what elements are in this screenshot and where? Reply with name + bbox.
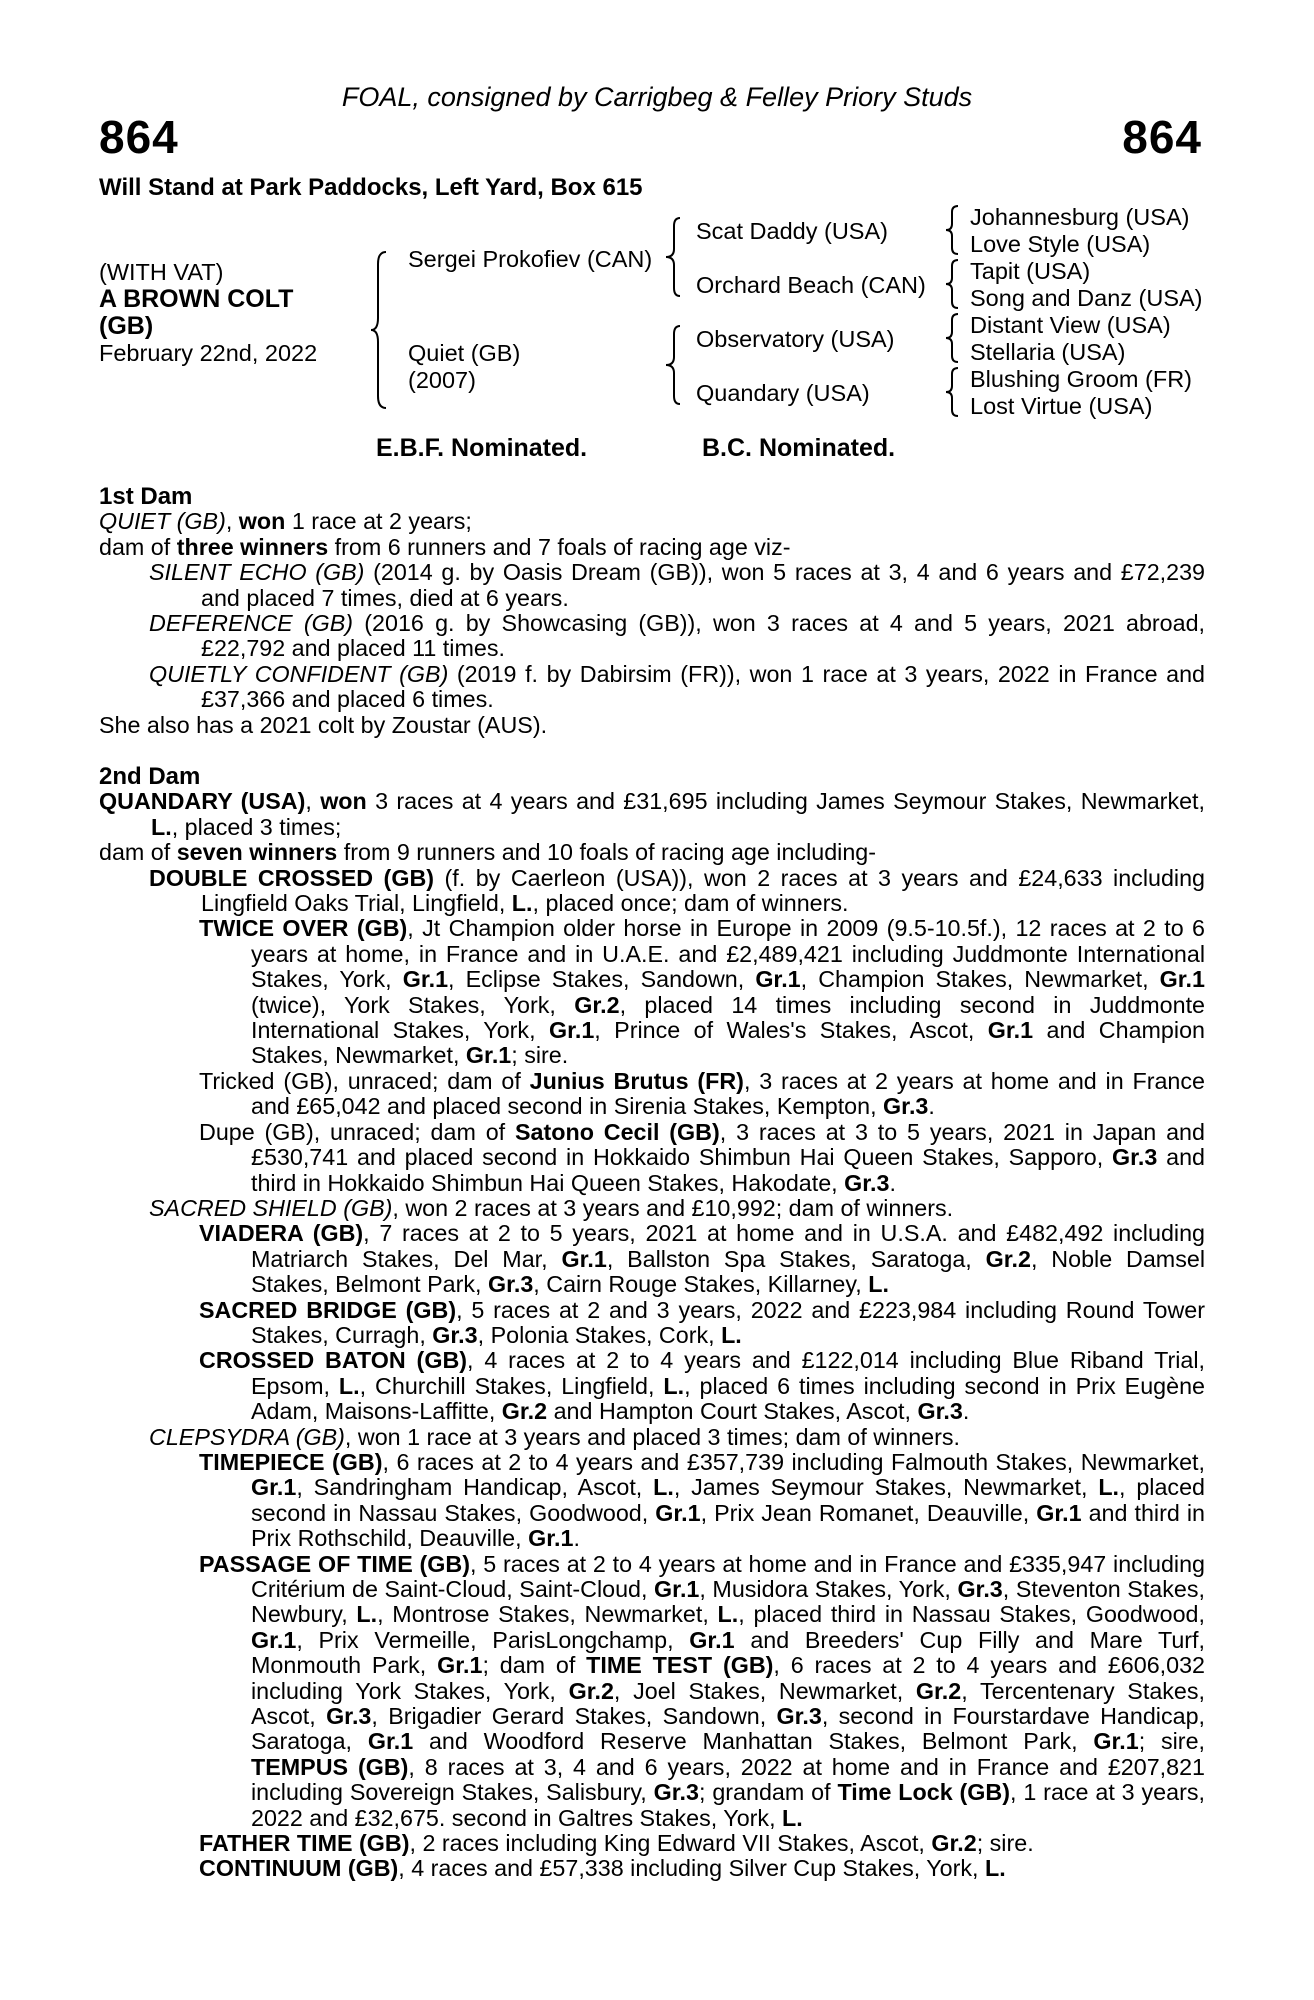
dam-name: Quiet (GB): [408, 340, 521, 366]
produce-entry: VIADERA (GB), 7 races at 2 to 5 years, 2021 at home and in U.S.A. and £482,492 including Matriarch Stakes, Del Mar, Gr.1, Ballston Spa Stakes, Saratoga, Gr.2, Noble Damsel Stakes, Belmont Park, Gr.3, Cairn Rouge Stakes, Killarney, L.: [199, 1220, 1205, 1298]
produce-entry: CONTINUUM (GB), 4 races and £57,338 including Silver Cup Stakes, York, L.: [199, 1855, 1006, 1882]
produce-entry: QUIETLY CONFIDENT (GB) (2019 f. by Dabirsim (FR)), won 1 race at 3 years, 2022 in France and £37,366 and placed 6 times.: [149, 660, 1205, 713]
second-dam-record: QUANDARY (USA), won 3 races at 4 years and £31,695 including James Seymour Stakes, Newmarket, L., placed 3 times;: [99, 788, 1205, 840]
dam-dam: Quandary (USA): [696, 380, 870, 406]
produce-entry: CLEPSYDRA (GB), won 1 race at 3 years and placed 3 times; dam of winners.: [149, 1423, 961, 1450]
ped-dds: Blushing Groom (FR): [970, 366, 1192, 392]
bc-nominated: B.C. Nominated.: [702, 434, 896, 462]
ss-brace: [944, 204, 960, 256]
lot-country: (GB): [99, 312, 154, 340]
produce-entry: TWICE OVER (GB), Jt Champion older horse in Europe in 2009 (9.5-10.5f.), 12 races at 2 to 6 years at home, in France and in U.A.E. and £2,489,421 including Juddmonte International Stakes, York, Gr.1, Eclipse Stakes, Sandown, Gr.1, Champion Stakes, Newmarket, Gr.1 (twice), York Stakes, York, Gr.2, placed 14 times including second in Juddmonte International Stakes, York, Gr.1, Prince of Wales's Stakes, Ascot, Gr.1 and Champion Stakes, Newmarket, Gr.1; sire.: [199, 915, 1205, 1069]
ped-ssd: Love Style (USA): [970, 231, 1151, 257]
foaling-date: February 22nd, 2022: [99, 340, 318, 366]
ped-sdd: Song and Danz (USA): [970, 285, 1203, 311]
first-dam-record: QUIET (GB), won 1 race at 2 years;: [99, 508, 472, 535]
produce-entry: PASSAGE OF TIME (GB), 5 races at 2 to 4 years at home and in France and £335,947 including Critérium de Saint-Cloud, Saint-Cloud, Gr.1, Musidora Stakes, York, Gr.3, Steventon Stakes, Newbury, L., Montrose Stakes, Newmarket, L., placed third in Nassau Stakes, Goodwood, Gr.1, Prix Vermeille, ParisLongchamp, Gr.1 and Breeders' Cup Filly and Mare Turf, Monmouth Park, Gr.1; dam of TIME TEST (GB), 6 races at 2 to 4 years and £606,032 including York Stakes, York, Gr.2, Joel Stakes, Newmarket, Gr.2, Tercentenary Stakes, Ascot, Gr.3, Brigadier Gerard Stakes, Sandown, Gr.3, second in Fourstardave Handicap, Saratoga, Gr.1 and Woodford Reserve Manhattan Stakes, Belmont Park, Gr.1; sire, TEMPUS (GB), 8 races at 3, 4 and 6 years, 2022 at home and in France and £207,821 including Sovereign Stakes, Salisbury, Gr.3; grandam of Time Lock (GB), 1 race at 3 years, 2022 and £32,675. second in Galtres Stakes, York, L.: [199, 1550, 1206, 1831]
vat-note: (WITH VAT): [99, 259, 224, 285]
first-dam-produce: dam of three winners from 6 runners and 7 foals of racing age viz-: [99, 533, 791, 560]
produce-entry: SILENT ECHO (GB) (2014 g. by Oasis Dream (GB)), won 5 races at 3, 4 and 6 years and £72,239 and placed 7 times, died at 6 years.: [149, 559, 1205, 611]
sire-brace: [664, 216, 684, 298]
ped-dss: Distant View (USA): [970, 312, 1171, 338]
produce-entry: Dupe (GB), unraced; dam of Satono Cecil (GB), 3 races at 3 to 5 years, 2021 in Japan and £530,741 and placed second in Hokkaido Shimbun Hai Queen Stakes, Sapporo, Gr.3 and third in Hokkaido Shimbun Hai Queen Stakes, Hakodate, Gr.3.: [199, 1118, 1205, 1196]
ped-sds: Tapit (USA): [970, 258, 1091, 284]
produce-entry: SACRED BRIDGE (GB), 5 races at 2 and 3 years, 2022 and £223,984 including Round Tower Stakes, Curragh, Gr.3, Polonia Stakes, Cork, L.: [199, 1296, 1205, 1348]
dam-brace: [664, 324, 684, 406]
dd-brace: [944, 366, 960, 418]
dam-year: (2007): [408, 367, 476, 393]
ebf-nominated: E.B.F. Nominated.: [376, 434, 588, 462]
standing-location: Will Stand at Park Paddocks, Left Yard, Box 615: [99, 174, 643, 201]
first-dam-section: [99, 484, 1205, 738]
lot-number-left: 864: [99, 111, 179, 163]
ped-sss: Johannesburg (USA): [970, 204, 1190, 230]
produce-entry: DOUBLE CROSSED (GB) (f. by Caerleon (USA)), won 2 races at 3 years and £24,633 including Lingfield Oaks Trial, Lingfield, L., placed once; dam of winners.: [149, 864, 1206, 917]
lot-description: A BROWN COLT: [99, 285, 294, 313]
produce-entry: DEFERENCE (GB) (2016 g. by Showcasing (GB)), won 3 races at 4 and 5 years, 2021 abroad, £22,792 and placed 11 times.: [149, 610, 1205, 662]
ped-ddd: Lost Virtue (USA): [970, 393, 1153, 419]
sd-brace: [944, 258, 960, 310]
produce-entry: CROSSED BATON (GB), 4 races at 2 to 4 years and £122,014 including Blue Riband Trial, Epsom, L., Churchill Stakes, Lingfield, L., placed 6 times including second in Prix Eugène Adam, Maisons-Laffitte, Gr.2 and Hampton Court Stakes, Ascot, Gr.3.: [199, 1347, 1206, 1425]
pedigree-brace: [370, 250, 390, 410]
sire-dam: Orchard Beach (CAN): [696, 272, 926, 298]
ds-brace: [944, 312, 960, 364]
sire-sire: Scat Daddy (USA): [696, 218, 888, 244]
first-dam-heading: 1st Dam: [99, 483, 193, 510]
first-dam-also: She also has a 2021 colt by Zoustar (AUS).: [99, 711, 548, 738]
dam-sire: Observatory (USA): [696, 326, 895, 352]
second-dam-produce: dam of seven winners from 9 runners and 10 foals of racing age including-: [99, 839, 877, 866]
consignment-line: FOAL, consigned by Carrigbeg & Felley Priory Studs: [341, 82, 973, 112]
produce-entry: SACRED SHIELD (GB), won 2 races at 3 years and £10,992; dam of winners.: [149, 1194, 954, 1221]
produce-entry: TIMEPIECE (GB), 6 races at 2 to 4 years and £357,739 including Falmouth Stakes, Newmarket, Gr.1, Sandringham Handicap, Ascot, L., James Seymour Stakes, Newmarket, L., placed second in Nassau Stakes, Goodwood, Gr.1, Prix Jean Romanet, Deauville, Gr.1 and third in Prix Rothschild, Deauville, Gr.1.: [199, 1448, 1205, 1552]
sire-name: Sergei Prokofiev (CAN): [408, 246, 653, 272]
second-dam-heading: 2nd Dam: [99, 763, 201, 790]
lot-number-right: 864: [1122, 111, 1202, 163]
second-dam-section: [99, 764, 1205, 1882]
ped-dsd: Stellaria (USA): [970, 339, 1126, 365]
produce-entry: Tricked (GB), unraced; dam of Junius Brutus (FR), 3 races at 2 years at home and in France and £65,042 and placed second in Sirenia Stakes, Kempton, Gr.3.: [199, 1067, 1205, 1120]
produce-entry: FATHER TIME (GB), 2 races including King Edward VII Stakes, Ascot, Gr.2; sire.: [199, 1830, 1034, 1857]
